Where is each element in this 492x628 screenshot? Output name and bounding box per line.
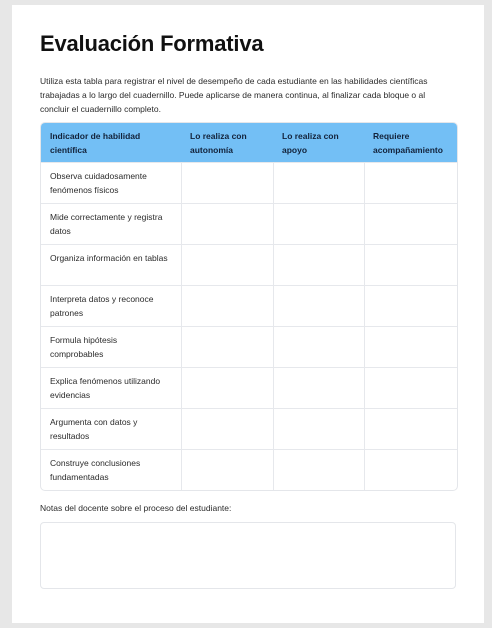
- support-cell[interactable]: [273, 368, 364, 409]
- indicator-cell: Formula hipótesis comprobables: [41, 327, 181, 368]
- accompaniment-cell[interactable]: [364, 368, 457, 409]
- support-cell[interactable]: [273, 245, 364, 286]
- indicator-cell: Argumenta con datos y resultados: [41, 409, 181, 450]
- indicator-cell: Mide correctamente y registra datos: [41, 204, 181, 245]
- intro-paragraph: Utiliza esta tabla para registrar el nivel de desempeño de cada estudiante en las habilidades científicas trabajadas a lo largo del cuadernillo. Puede aplicarse de manera continua, al finalizar cada bloque o al concluir el cuadernillo completo.: [40, 76, 428, 114]
- header-support: Lo realiza con apoyo: [273, 123, 364, 163]
- autonomy-cell[interactable]: [181, 450, 273, 491]
- accompaniment-cell[interactable]: [364, 245, 457, 286]
- worksheet-page: [12, 5, 484, 623]
- indicator-cell: Organiza información en tablas: [41, 245, 181, 286]
- table-row: [41, 286, 457, 327]
- table-row: [41, 327, 457, 368]
- support-cell[interactable]: [273, 327, 364, 368]
- autonomy-cell[interactable]: [181, 245, 273, 286]
- accompaniment-cell[interactable]: [364, 409, 457, 450]
- teacher-notes-field[interactable]: [40, 522, 456, 589]
- indicator-cell: Interpreta datos y reconoce patrones: [41, 286, 181, 327]
- table-row: [41, 368, 457, 409]
- accompaniment-cell[interactable]: [364, 204, 457, 245]
- table-row: [41, 204, 457, 245]
- indicator-cell: Observa cuidadosamente fenómenos físicos: [41, 163, 181, 204]
- accompaniment-cell[interactable]: [364, 163, 457, 204]
- page-title: Evaluación Formativa: [40, 31, 264, 56]
- autonomy-cell[interactable]: [181, 409, 273, 450]
- table-row: [41, 163, 457, 204]
- autonomy-cell[interactable]: [181, 368, 273, 409]
- header-autonomy: Lo realiza con autonomía: [181, 123, 273, 163]
- support-cell[interactable]: [273, 409, 364, 450]
- table-header-row: [41, 123, 457, 163]
- autonomy-cell[interactable]: [181, 204, 273, 245]
- autonomy-cell[interactable]: [181, 163, 273, 204]
- indicator-cell: Construye conclusiones fundamentadas: [41, 450, 181, 491]
- support-cell[interactable]: [273, 163, 364, 204]
- header-indicator: Indicador de habilidad científica: [41, 123, 181, 163]
- notes-label: Notas del docente sobre el proceso del estudiante:: [40, 503, 232, 513]
- autonomy-cell[interactable]: [181, 327, 273, 368]
- autonomy-cell[interactable]: [181, 286, 273, 327]
- indicator-cell: Explica fenómenos utilizando evidencias: [41, 368, 181, 409]
- support-cell[interactable]: [273, 204, 364, 245]
- accompaniment-cell[interactable]: [364, 286, 457, 327]
- evaluation-table: [40, 122, 458, 491]
- header-accompaniment: Requiere acompañamiento: [364, 123, 457, 163]
- table-row: [41, 409, 457, 450]
- accompaniment-cell[interactable]: [364, 450, 457, 491]
- accompaniment-cell[interactable]: [364, 327, 457, 368]
- table-row: [41, 245, 457, 286]
- support-cell[interactable]: [273, 450, 364, 491]
- table-row: [41, 450, 457, 491]
- support-cell[interactable]: [273, 286, 364, 327]
